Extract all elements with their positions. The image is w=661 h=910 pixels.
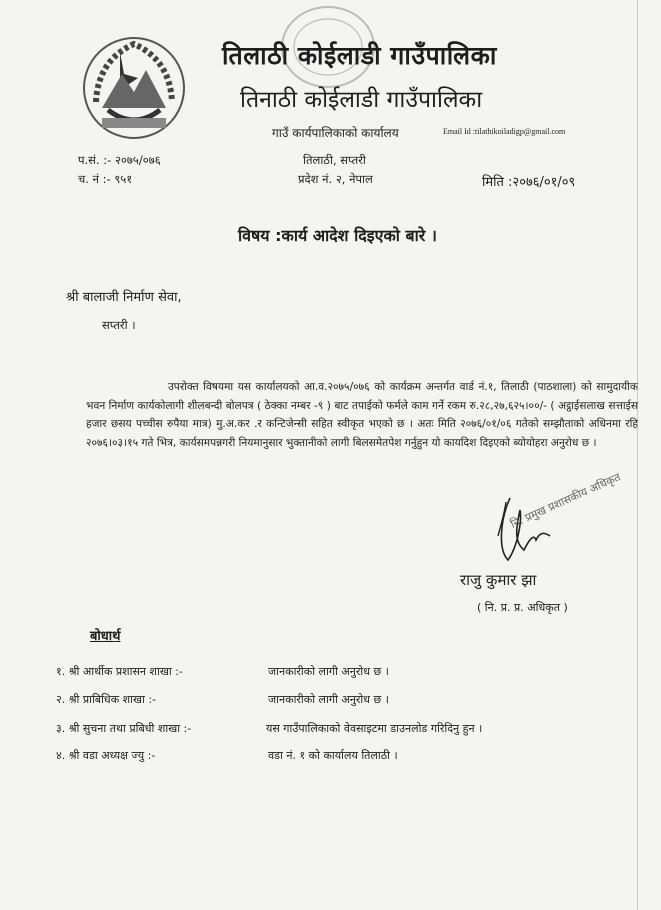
letter-body bbox=[86, 378, 638, 452]
nepal-emblem-icon bbox=[78, 30, 190, 142]
patra-sankhya: प.सं. :- २०७५/०७६ bbox=[78, 153, 161, 167]
recipient-name: श्री बालाजी निर्माण सेवा, bbox=[66, 290, 182, 305]
cc-recipient-2: २. श्री प्राबिधिक शाखा :- bbox=[56, 693, 156, 706]
municipality-title-secondary: तिनाठी कोईलाडी गाउँपालिका bbox=[240, 87, 483, 113]
cc-note-2: जानकारीको लागी अनुरोध छ । bbox=[268, 693, 389, 706]
cc-note-3: यस गाउँपालिकाको वेवसाइटमा डाउनलोड गरिदिनु हुन । bbox=[266, 722, 483, 735]
cc-recipient-4: ४. श्री वडा अध्यक्ष ज्यु :- bbox=[56, 749, 156, 762]
address-line2: प्रदेश नं. २, नेपाल bbox=[298, 172, 373, 186]
page-edge-line bbox=[637, 0, 638, 910]
letter-body-text: उपरोक्त विषयमा यस कार्यालयको आ.व.२०७५/०७६ को कार्यक्रम अन्तर्गत वार्ड नं.१, तिलाठी (पाठशाला) को सामुदायीक भवन निर्माण कार्यकोलागी शीलबन्दी बोलपत्र ( ठेक्का नम्बर -९ ) बाट तपाईको फर्मले काम गर्ने रकम रु.२८,२७,६२५।००/- ( अट्ठाईसलाख सत्ताईस हजार छसय पच्चीस रुपैया मात्र) मु.अ.कर .र कन्टिजेन्सी सहित स्वीकृत भएको छ । अतः मिति २०७६/०१/०६ गतेको सम्झौताको अधिनमा रहि २०७६।०३।१५ गते भित्र, कार्यसमपन्नगरी नियमानुसार भुक्तानीको लागी बिलसमेतपेश गर्नुहुन यो कायदिश दिइएको ब्योयोहरा अनुरोध छ । bbox=[86, 381, 638, 449]
signature-seal-text: नि. प्रमुख प्रशासकीय अधिकृत bbox=[508, 470, 623, 531]
bodhartha-heading: बोधार्थ bbox=[90, 629, 121, 644]
recipient-location: सप्तरी । bbox=[102, 318, 136, 332]
cc-note-4: वडा नं. १ को कार्यालय तिलाठी । bbox=[268, 749, 398, 762]
office-name: गाउँ कार्यपालिकाको कार्यालय bbox=[272, 126, 399, 140]
email-address: Email Id :tilathikoiladigp@gmail.com bbox=[443, 127, 566, 136]
municipality-title: तिलाठी कोईलाडी गाउँपालिका bbox=[222, 41, 497, 70]
signatory-designation: ( नि. प्र. प्र. अधिकृत ) bbox=[477, 601, 568, 614]
subject-line: विषय :कार्य आदेश दिइएको बारे । bbox=[238, 226, 437, 245]
letter-date: मिति :२०७६/०१/०९ bbox=[482, 175, 576, 190]
cc-recipient-3: ३. श्री सुचना तथा प्रबिधी शाखा :- bbox=[56, 722, 192, 735]
signatory-name: राजु कुमार झा bbox=[460, 571, 537, 589]
cc-note-1: जानकारीको लागी अनुरोध छ । bbox=[268, 665, 389, 678]
cc-recipient-1: १. श्री आर्थीक प्रशासन शाखा :- bbox=[56, 665, 183, 678]
address-line1: तिलाठी, सप्तरी bbox=[303, 153, 366, 167]
chalani-number: च. नं :- ९५१ bbox=[78, 172, 133, 186]
